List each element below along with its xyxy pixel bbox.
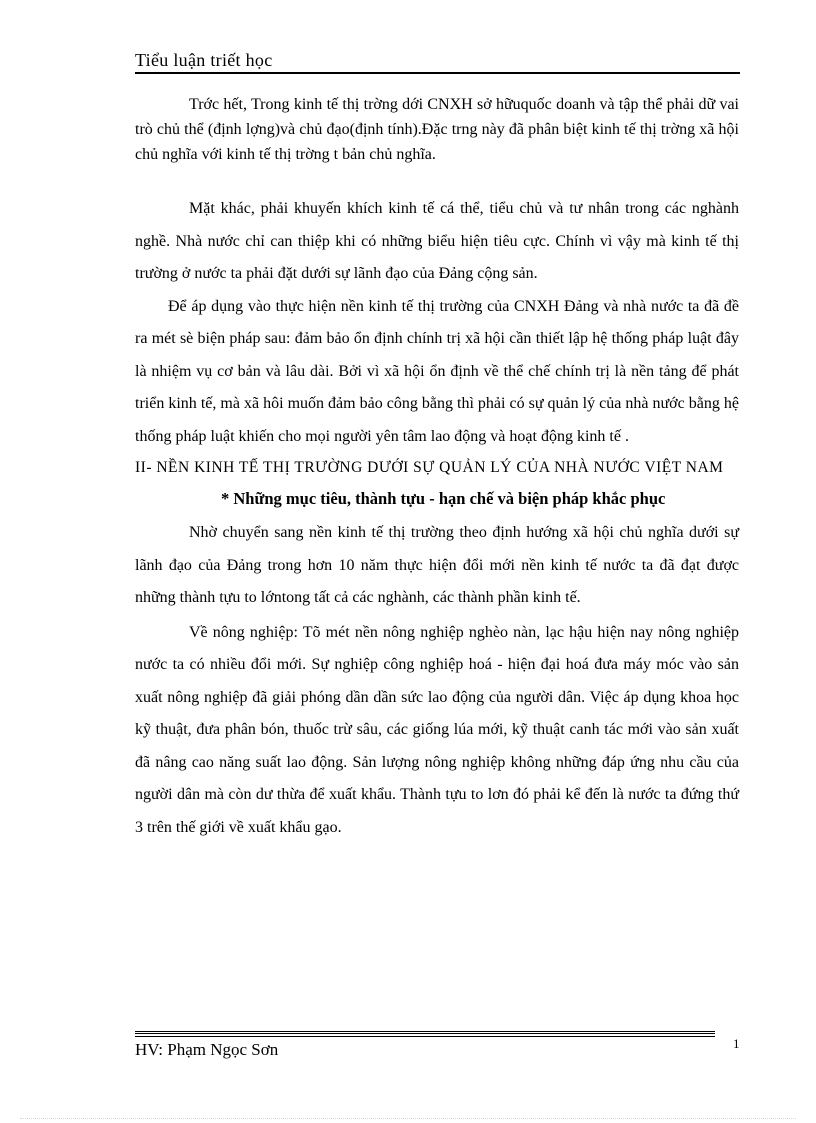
subheading: * Những mục tiêu, thành tựu - hạn chế và biện pháp khắc phục xyxy=(221,489,666,508)
paragraph-2: Mặt khác, phải khuyến khích kinh tế cá thể, tiểu chủ và tư nhân trong các nghành nghề. Nhà nước chỉ can thiệp khi có những biểu hiện tiêu cực. Chính vì vậy mà kinh tế thị trường ở nước ta phải đặt dưới sự lãnh đạo của Đảng cộng sản. xyxy=(135,200,739,282)
paragraph-1: Trớc hết, Trong kinh tế thị trờng dới CNXH sở hữuquốc doanh và tập thể phải dữ vai trò chủ thể (định lợng)và chủ đạo(định tính).Đặc trng này đã phân biệt kinh tế thị trờng xã hội chủ nghĩa với kinh tế thị trờng t bản chủ nghĩa. xyxy=(135,96,739,163)
document-header-title: Tiểu luận triết học xyxy=(135,50,273,70)
page-edge-divider xyxy=(20,1118,796,1119)
paragraph-4: Nhờ chuyển sang nền kinh tế thị trường theo định hướng xã hội chủ nghĩa dưới sự lãnh đạo của Đảng trong hơn 10 năm thực hiện đổi mới nền kinh tế nước ta đã đạt được những thành tựu to lớntong tất cả các nghành, các thành phần kinh tế. xyxy=(135,524,739,606)
page-body-main xyxy=(135,193,739,844)
page-body-top xyxy=(135,92,739,167)
footer-rule xyxy=(135,1031,715,1034)
page-number: 1 xyxy=(733,1036,740,1051)
header-rule xyxy=(135,72,740,74)
footer-author: HV: Phạm Ngọc Sơn xyxy=(135,1040,279,1059)
paragraph-3: Để áp dụng vào thực hiện nền kinh tế thị trường của CNXH Đảng và nhà nước ta đã đề ra mét sè biện pháp sau: đảm bảo ổn định chính trị xã hội cần thiết lập hệ thống pháp luật đây là nhiệm vụ cơ bản và lâu dài. Bởi vì xã hội ổn định về thể chế chính trị là nền tảng để phát triển kinh tế, mà xã hôi muốn đảm bảo công bằng thì phải có sự quản lý của nhà nước bằng hệ thống pháp luật khiến cho mọi người yên tâm lao động và hoạt động kinh tế . xyxy=(135,297,739,445)
footer-rule-thin xyxy=(135,1036,715,1037)
paragraph-5: Về nông nghiệp: Tõ mét nền nông nghiệp nghèo nàn, lạc hậu hiện nay nông nghiệp nước ta có nhiều đổi mới. Sự nghiệp công nghiệp hoá - hiện đại hoá đưa máy móc vào sản xuất nông nghiệp đã giải phóng dần dần sức lao động của người dân. Việc áp dụng khoa học kỹ thuật, đưa phân bón, thuốc trừ sâu, các giống lúa mới, kỹ thuật canh tác mới vào sản xuất đã nâng cao năng suất lao động. Sản lượng nông nghiệp không những đáp ứng nhu cầu của người dân mà còn dư thừa để xuất khẩu. Thành tựu to lơn đó phải kể đến là nước ta đứng thứ 3 trên thế giới về xuất khẩu gạo. xyxy=(135,623,739,836)
section-heading: II- NỀN KINH TẾ THỊ TRƯỜNG DƯỚI SỰ QUẢN LÝ CỦA NHÀ NƯỚC VIỆT NAM xyxy=(135,459,724,476)
